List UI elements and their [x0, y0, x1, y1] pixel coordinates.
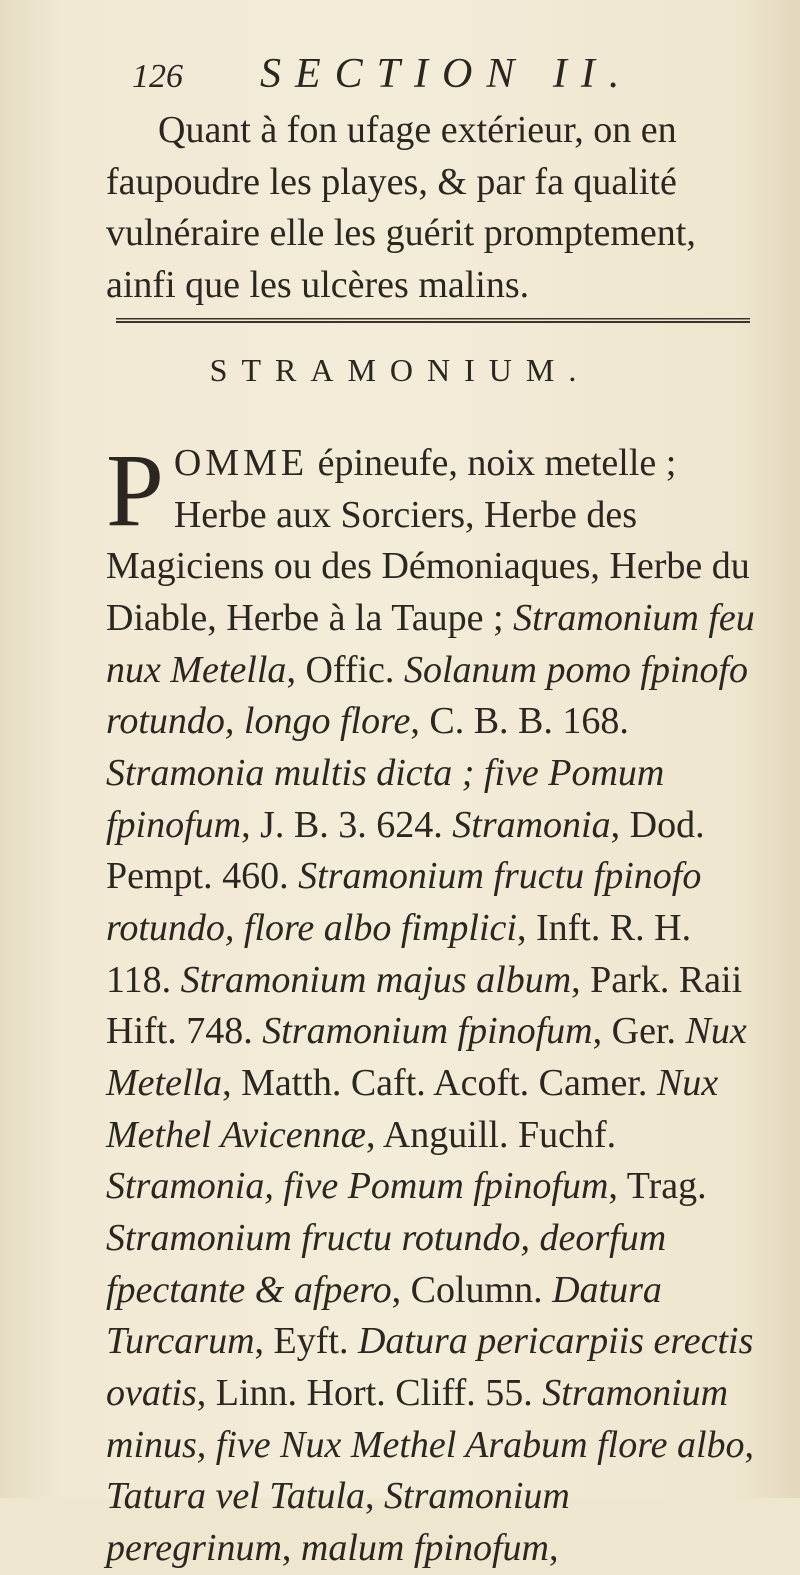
paragraph-usage	[106, 105, 760, 312]
entry-text: , Dod. Pempt. 460.	[106, 803, 705, 898]
latin-name: Solanum pomo fpinofo rotundo, longo flore	[106, 648, 749, 743]
running-title: SECTION II.	[260, 51, 634, 97]
section-title: STRAMONIUM.	[209, 352, 591, 388]
latin-name: Nux Metella	[106, 1010, 747, 1105]
entry-text: , Park. Raii Hift. 748.	[106, 958, 743, 1053]
entry-lead: OMME	[173, 442, 309, 484]
latin-name: Stramonia multis dicta ; five Pomum fpinofum	[106, 752, 665, 846]
entry-text: , Offic.	[286, 648, 404, 691]
entry-text: ,	[744, 1423, 755, 1466]
latin-name: Stramonium fpinofum	[262, 1010, 593, 1053]
latin-name: Stramonium fructu fpinofo rotundo, flore albo fimplici	[106, 855, 702, 950]
entry-text: , Ger.	[592, 1010, 686, 1053]
latin-name: Stramonium peregrinum	[106, 1475, 570, 1570]
latin-name: Stramonia	[452, 803, 611, 846]
latin-name: Tatura vel Tatula	[106, 1475, 366, 1518]
entry-text: , Anguill. Fuchf.	[365, 1113, 617, 1156]
entry-text: ,	[365, 1475, 385, 1518]
latin-name: Datura pericarpiis erectis ovatis	[106, 1320, 754, 1415]
entry-text: ,	[281, 1527, 301, 1570]
page-header	[132, 50, 732, 110]
drop-cap: P	[106, 433, 164, 548]
entry-text: , Trag.	[608, 1165, 707, 1208]
entry-text: , J. B. 3. 624.	[241, 803, 453, 846]
entry-text: , Matth. Caft. Acoft. Camer.	[222, 1062, 657, 1105]
entry-text: , Column.	[391, 1268, 553, 1311]
entry-body	[106, 433, 760, 1575]
entry-stramonium	[106, 433, 760, 1575]
page-number: 126	[132, 58, 183, 95]
latin-name: malum fpinofum	[300, 1527, 549, 1570]
latin-name: Stramonium fructu rotundo, deorfum fpectante & afpero	[106, 1217, 667, 1311]
entry-text: , C. B. B. 168.	[410, 700, 629, 743]
latin-name: Stramonium majus album	[180, 958, 572, 1001]
latin-name: Stramonium minus, five Nux Methel Arabum flore albo	[106, 1372, 745, 1466]
latin-name: Stramonia, five Pomum fpinofum	[106, 1165, 609, 1208]
entry-text: ,	[548, 1527, 559, 1570]
section-divider	[116, 318, 750, 323]
entry-text: , Inft. R. H. 118.	[106, 907, 692, 1001]
entry-text: , Linn. Hort. Cliff. 55.	[196, 1372, 543, 1415]
latin-name: Nux Methel Avicennæ	[106, 1062, 719, 1156]
latin-name: Datura Turcarum	[106, 1268, 662, 1363]
entry-text: épineufe, noix metelle ; Herbe aux Sorciers, Herbe des Magiciens ou des Démoniaques, Herbe du Diable, Herbe à la Taupe ;	[106, 442, 750, 640]
paragraph-text: Quant à fon ufage extérieur, on en faupoudre les playes, & par fa qualité vulnéraire elle les guérit promptement, ainfi que les ulcères malins.	[106, 109, 696, 307]
latin-name: Stramonium feu nux Metella	[106, 597, 755, 691]
entry-text: , Eyft.	[254, 1320, 358, 1363]
